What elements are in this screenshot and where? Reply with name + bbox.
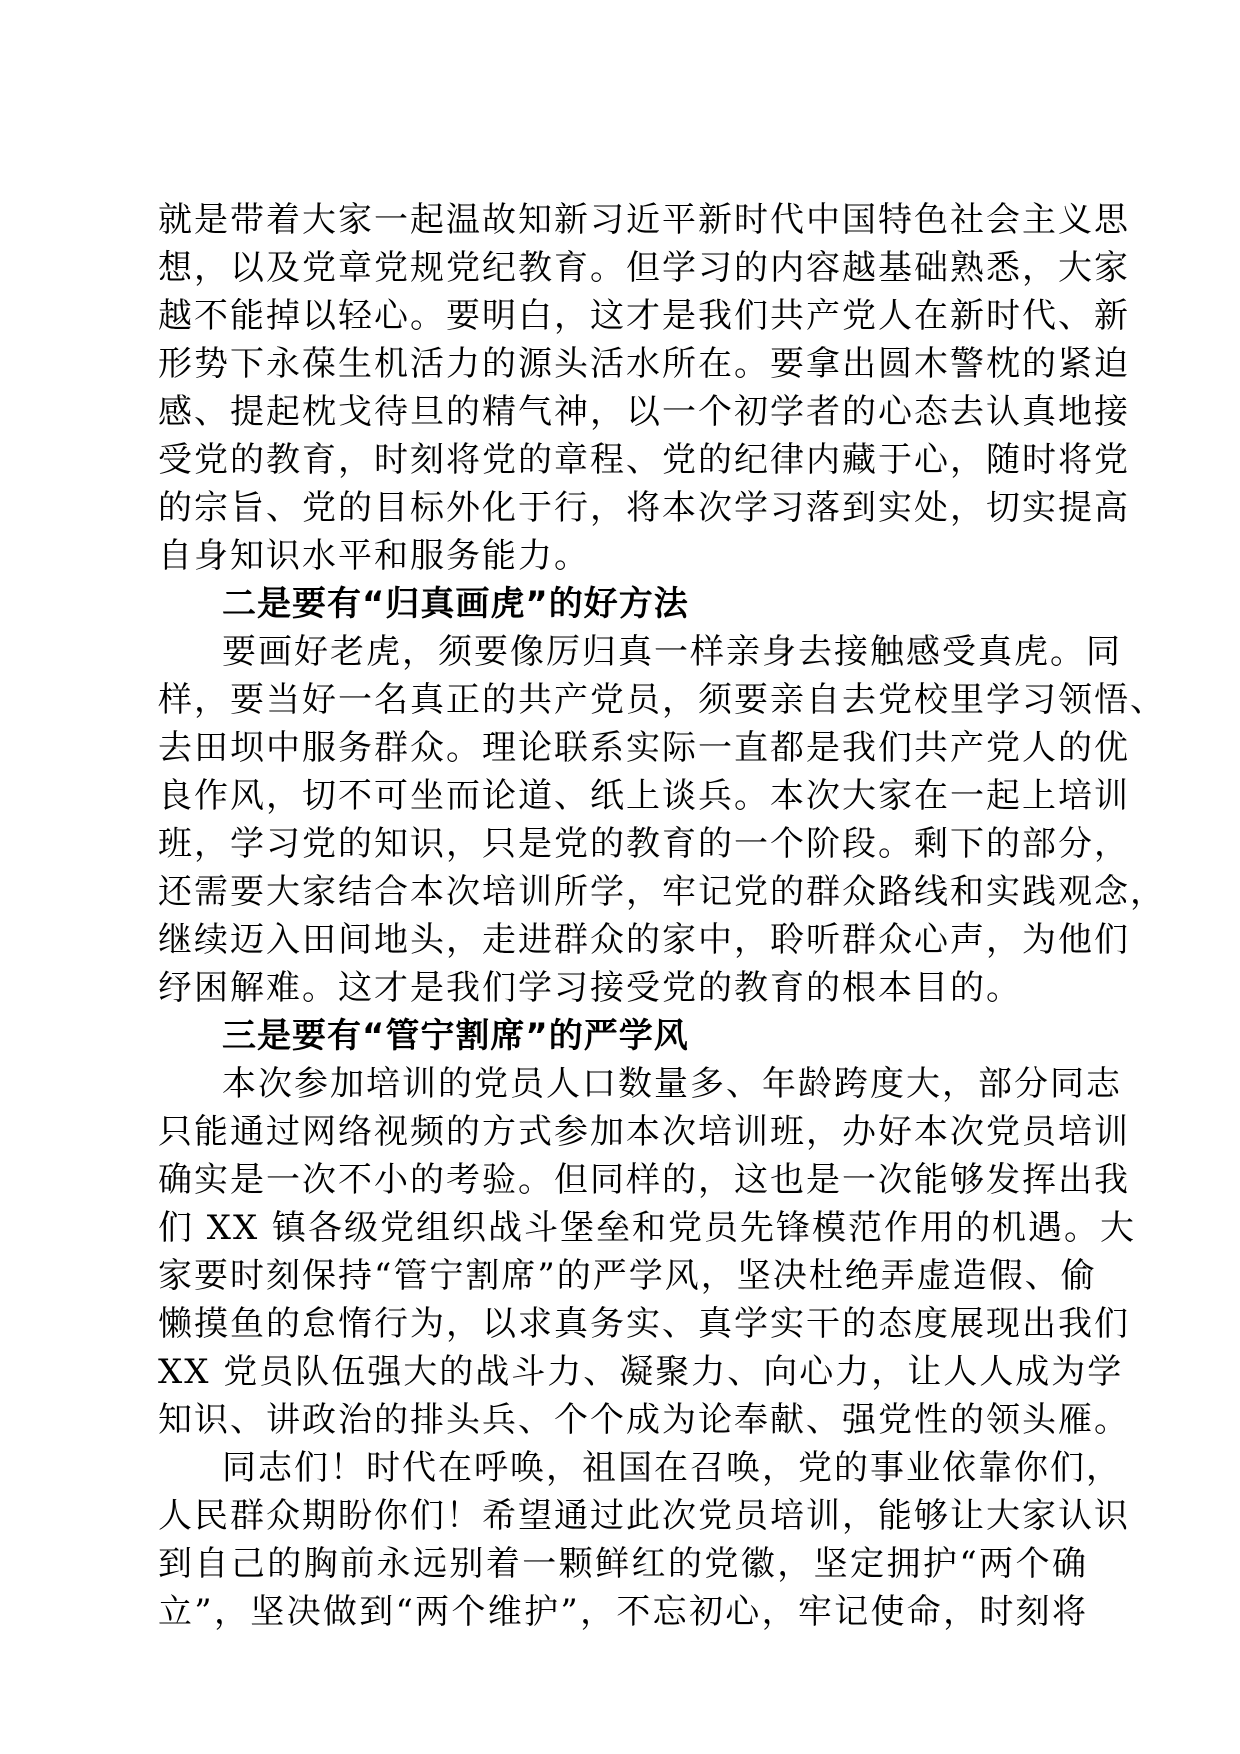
text-line: 家要时刻保持“管宁割席”的严学风，坚决杜绝弄虚造假、偷	[158, 1256, 1097, 1296]
text-line: 还需要大家结合本次培训所学，牢记党的群众路线和实践观念，	[158, 872, 1166, 912]
text-line: 继续迈入田间地头，走进群众的家中，聆听群众心声，为他们	[158, 920, 1130, 960]
text-line: 纾困解难。这才是我们学习接受党的教育的根本目的。	[158, 968, 1022, 1008]
text-line: 去田坝中服务群众。理论联系实际一直都是我们共产党人的优	[158, 728, 1130, 768]
text-line: 越不能掉以轻心。要明白，这才是我们共产党人在新时代、新	[158, 296, 1130, 336]
text-line: 想，以及党章党规党纪教育。但学习的内容越基础熟悉，大家	[158, 248, 1130, 288]
paragraph-4	[158, 1444, 1130, 1636]
text-line: 良作风，切不可坐而论道、纸上谈兵。本次大家在一起上培训	[158, 776, 1130, 816]
text-line: 形势下永葆生机活力的源头活水所在。要拿出圆木警枕的紧迫	[158, 344, 1130, 384]
paragraph-1	[158, 196, 1130, 580]
paragraph-3	[158, 1060, 1137, 1444]
document-body	[158, 196, 1166, 1636]
section-heading-2: 二是要有“归真画虎”的好方法	[222, 584, 689, 624]
text-line: 到自己的胸前永远别着一颗鲜红的党徽，坚定拥护“两个确	[158, 1544, 1088, 1584]
text-line: XX 党员队伍强大的战斗力、凝聚力、向心力，让人人成为学	[158, 1352, 1124, 1392]
text-line: 本次参加培训的党员人口数量多、年龄跨度大，部分同志	[222, 1064, 1122, 1104]
text-line: 懒摸鱼的怠惰行为，以求真务实、真学实干的态度展现出我们	[158, 1304, 1130, 1344]
text-line: 感、提起枕戈待旦的精气神，以一个初学者的心态去认真地接	[158, 392, 1130, 432]
text-line: 受党的教育，时刻将党的章程、党的纪律内藏于心，随时将党	[158, 440, 1130, 480]
text-line: 要画好老虎，须要像厉归真一样亲身去接触感受真虎。同	[222, 632, 1122, 672]
text-line: 样，要当好一名真正的共产党员，须要亲自去党校里学习领悟、	[158, 680, 1166, 720]
text-line: 确实是一次不小的考验。但同样的，这也是一次能够发挥出我	[158, 1160, 1130, 1200]
text-line: 知识、讲政治的排头兵、个个成为论奉献、强党性的领头雁。	[158, 1400, 1130, 1440]
text-line: 们 XX 镇各级党组织战斗堡垒和党员先锋模范作用的机遇。大	[158, 1208, 1137, 1248]
text-line: 人民群众期盼你们！希望通过此次党员培训，能够让大家认识	[158, 1496, 1130, 1536]
section-heading-3: 三是要有“管宁割席”的严学风	[222, 1016, 689, 1056]
text-line: 自身知识水平和服务能力。	[158, 536, 590, 576]
text-line: 只能通过网络视频的方式参加本次培训班，办好本次党员培训	[158, 1112, 1130, 1152]
text-line: 就是带着大家一起温故知新习近平新时代中国特色社会主义思	[158, 200, 1130, 240]
text-line: 班，学习党的知识，只是党的教育的一个阶段。剩下的部分，	[158, 824, 1130, 864]
text-line: 立”，坚决做到“两个维护”，不忘初心，牢记使命，时刻将	[158, 1592, 1088, 1632]
paragraph-2	[158, 628, 1166, 1012]
text-line: 的宗旨、党的目标外化于行，将本次学习落到实处，切实提高	[158, 488, 1130, 528]
text-line: 同志们！时代在呼唤，祖国在召唤，党的事业依靠你们，	[222, 1448, 1122, 1488]
